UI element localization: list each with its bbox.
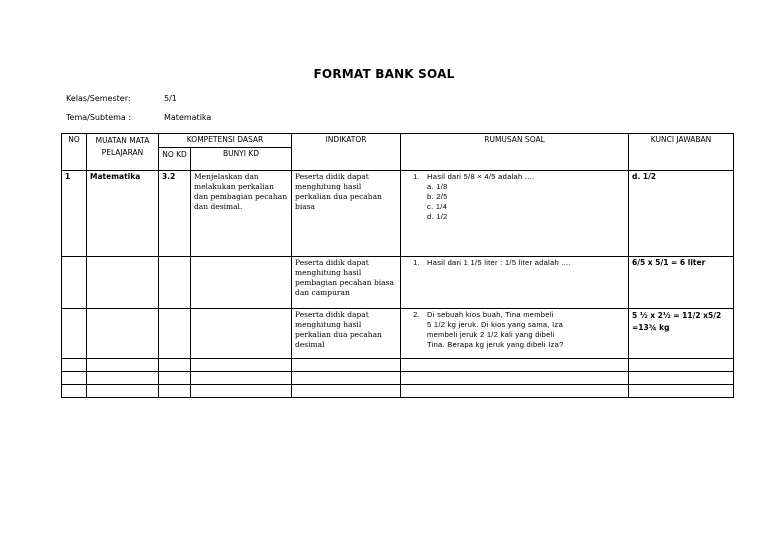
question-number: 1. (413, 172, 421, 181)
header-no: NO (62, 134, 87, 171)
table-row (62, 171, 734, 257)
header-muatan: MUATAN MATA PELAJARAN (87, 134, 159, 171)
kelas-label: Kelas/Semester: (66, 94, 131, 103)
empty-row (62, 359, 734, 372)
question-bank-table (61, 133, 734, 398)
table-row (62, 257, 734, 309)
row-no-kd (159, 309, 191, 359)
question-text: Hasil dari 1 1/5 liter : 1/5 liter adalah .... (427, 258, 571, 267)
question (404, 310, 625, 320)
row-no-kd (159, 257, 191, 309)
question-number: 2. (413, 310, 421, 319)
header-row (62, 134, 734, 148)
row-no-kd: 3.2 (159, 171, 191, 257)
question-line: 5 1/2 kg jeruk. Di kios yang sama, Iza (427, 320, 564, 329)
page-title: FORMAT BANK SOAL (313, 67, 455, 81)
empty-row (62, 385, 734, 398)
table-row (62, 309, 734, 359)
question-line: Tina. Berapa kg jeruk yang dibeli Iza? (427, 340, 564, 349)
tema-label: Tema/Subtema : (66, 113, 132, 122)
row-kunci: 6/5 x 5/1 = 6 liter (629, 257, 734, 309)
row-soal (401, 257, 629, 309)
row-kunci (629, 309, 734, 359)
row-bunyi-kd (191, 257, 292, 309)
option-b: b. 2/5 (427, 192, 448, 201)
header-rumusan: RUMUSAN SOAL (401, 134, 629, 171)
row-muatan (87, 257, 159, 309)
header-no-kd: NO KD (159, 148, 191, 171)
row-no (62, 309, 87, 359)
row-indikator: Peserta didik dapat menghitung hasil pembagian pecahan biasa dan campuran (292, 257, 401, 309)
kunci-line: =13¾ kg (632, 323, 670, 332)
row-kunci: d. 1/2 (629, 171, 734, 257)
row-no (62, 257, 87, 309)
question-line: membeli jeruk 2 1/2 kali yang dibeli (427, 330, 555, 339)
kelas-value: 5/1 (164, 94, 177, 103)
row-muatan: Matematika (87, 171, 159, 257)
question-number: 1. (413, 258, 421, 267)
question (404, 258, 625, 268)
row-bunyi-kd: Menjelaskan dan melakukan perkalian dan pembagian pecahan dan desimal. (191, 171, 292, 257)
question-text: Hasil dari 5/8 × 4/5 adalah .... (427, 172, 535, 181)
question-line: Di sebuah kios buah, Tina membeli (427, 310, 554, 319)
tema-value: Matematika (164, 113, 212, 122)
question (404, 172, 625, 182)
option-d: d. 1/2 (427, 212, 448, 221)
header-bunyi-kd: BUNYI KD (191, 148, 292, 171)
row-soal (401, 171, 629, 257)
empty-row (62, 372, 734, 385)
row-bunyi-kd (191, 309, 292, 359)
header-indikator: INDIKATOR (292, 134, 401, 171)
row-indikator: Peserta didik dapat menghitung hasil perkalian dua pecahan desimal (292, 309, 401, 359)
kunci-line: 5 ½ x 2½ = 11/2 x5/2 (632, 311, 722, 320)
option-c: c. 1/4 (427, 202, 448, 211)
row-indikator: Peserta didik dapat menghitung hasil perkalian dua pecahan biasa (292, 171, 401, 257)
row-no: 1 (62, 171, 87, 257)
header-kunci: KUNCI JAWABAN (629, 134, 734, 171)
header-kompetensi: KOMPETENSI DASAR (159, 134, 292, 148)
option-a: a. 1/8 (427, 182, 448, 191)
row-muatan (87, 309, 159, 359)
row-soal (401, 309, 629, 359)
